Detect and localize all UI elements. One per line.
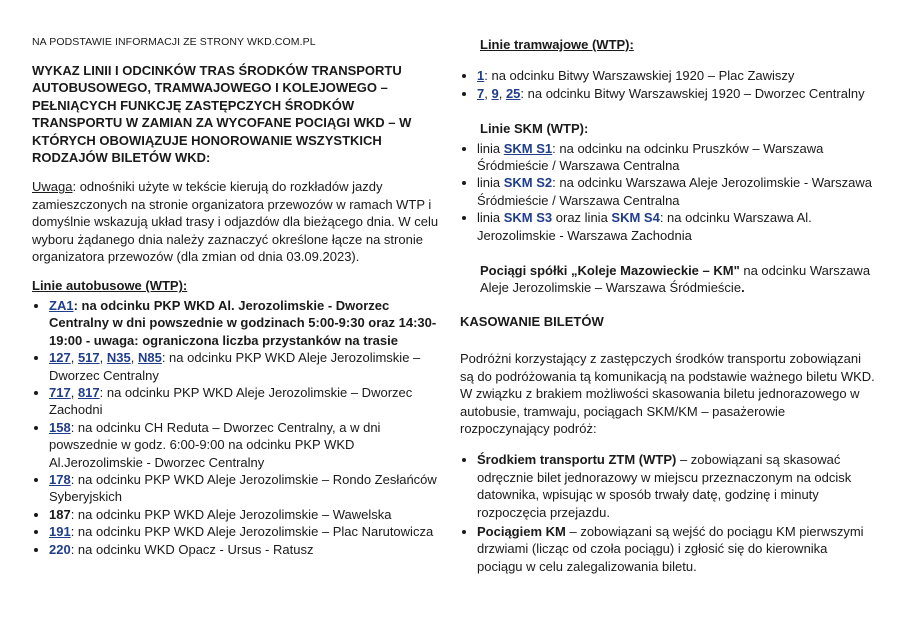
km-paragraph <box>480 262 875 297</box>
document-heading: WYKAZ LINII I ODCINKÓW TRAS ŚRODKÓW TRANSPORTU AUTOBUSOWEGO, TRAMWAJOWEGO I KOLEJOWEGO – PEŁNIĄCYCH FUNKCJĘ ZASTĘPCZYCH ŚRODKÓW TRANSPORTU W ZAMIAN ZA WYCOFANE POCIĄGI WKD – W KTÓRYCH OBOWIĄZUJE HONOROWANIE WSZYSTKICH RODZAJÓW BILETÓW WKD: <box>32 63 412 166</box>
right-column <box>460 36 875 575</box>
bus-link-n85[interactable]: N85 <box>137 350 162 366</box>
bus-item-220 <box>49 541 442 558</box>
skm-item-s2 <box>477 174 875 209</box>
validation-title: KASOWANIE BILETÓW <box>460 313 604 329</box>
tram-lines-list <box>460 67 875 102</box>
source-note: NA PODSTAWIE INFORMACJI ZE STRONY WKD.COM.PL <box>32 36 316 48</box>
separator: , <box>70 350 78 366</box>
bus-link-191[interactable]: 191 <box>49 524 71 540</box>
validation-item-text: – zobowiązani są wejść do pociągu KM pierwszymi drzwiami (licząc od czoła pociągu) i zgłosić się do kierownika pociągu w celu zalegalizowania biletu. <box>477 523 864 574</box>
bus-item-127 <box>49 349 442 384</box>
bus-item-text: : na odcinku PKP WKD Aleje Jerozolimskie – Dworzec Zachodni <box>49 384 413 418</box>
bus-item-717 <box>49 384 442 419</box>
skm-line-s2: SKM S2 <box>503 175 553 191</box>
bus-item-text: : na odcinku PKP WKD Aleje Jerozolimskie – Dworzec Centralny <box>49 350 421 383</box>
tram-item-1 <box>477 67 875 84</box>
bus-item-187 <box>49 506 442 523</box>
bus-item-191 <box>49 523 442 540</box>
validation-item-km <box>477 523 875 575</box>
bus-link-za1[interactable]: ZA1 <box>49 297 74 313</box>
separator: , <box>484 85 492 101</box>
note-paragraph <box>32 178 442 265</box>
skm-line-s4: SKM S4 <box>611 210 660 226</box>
bus-link-817[interactable]: 817 <box>77 384 100 400</box>
separator: , <box>99 350 107 366</box>
separator: , <box>130 350 138 366</box>
skm-prefix: linia <box>477 175 504 191</box>
skm-item-text: : na odcinku Warszawa Al. Jerozolimskie - Warszawa Zachodnia <box>477 210 812 243</box>
bus-link-158[interactable]: 158 <box>49 419 71 435</box>
tram-link-1[interactable]: 1 <box>477 68 485 84</box>
separator: , <box>70 384 78 400</box>
bus-item-158 <box>49 419 442 471</box>
bus-lines-list <box>32 297 442 558</box>
validation-intro: Podróżni korzystający z zastępczych środków transportu zobowiązani są do podróżowania tą komunikacją na podstawie ważnego biletu WKD. W związku z brakiem możliwości skasowania biletu jednorazowego w autobusie, tramwaju, pociągach SKM/KM – pasażerowie rozpoczynający podróż: <box>460 351 875 436</box>
bus-item-za1 <box>49 297 442 349</box>
km-text: na odcinku Warszawa Aleje Jerozolimskie – Warszawa Śródmieście <box>480 263 871 296</box>
bus-line-220: 220 <box>49 541 71 557</box>
tram-link-7[interactable]: 7 <box>477 85 485 101</box>
bus-item-text: : na odcinku PKP WKD Aleje Jerozolimskie – Rondo Zesłańców Syberyjskich <box>49 471 437 505</box>
bus-line-187: 187 <box>49 506 71 522</box>
validation-list <box>460 451 875 575</box>
left-column <box>32 36 442 558</box>
validation-item-bold: Środkiem transportu ZTM (WTP) <box>477 452 677 468</box>
note-label: Uwaga <box>32 179 73 195</box>
tram-section-title: Linie tramwajowe (WTP): <box>480 37 634 52</box>
skm-lines-list <box>460 140 875 244</box>
validation-item-text: – zobowiązani są skasować odręcznie bilet jednorazowy w miejscu przeznaczonym na odcisk datownika, wpisując w sposób trwały datę, godzinę i minuty rozpoczęcia przejazdu. <box>477 452 852 520</box>
km-end: . <box>741 280 745 296</box>
separator: , <box>498 85 506 101</box>
skm-item-s1 <box>477 140 875 175</box>
tram-item-text: : na odcinku Bitwy Warszawskiej 1920 – Plac Zawiszy <box>484 68 795 84</box>
bus-item-178 <box>49 471 442 506</box>
bus-item-text: : na odcinku WKD Opacz - Ursus - Ratusz <box>70 541 314 557</box>
bus-section-title: Linie autobusowe (WTP): <box>32 278 188 294</box>
skm-item-s3 <box>477 209 875 244</box>
km-bold: Pociągi spółki „Koleje Mazowieckie – KM" <box>480 263 740 279</box>
bus-item-text: : na odcinku PKP WKD Aleje Jerozolimskie – Plac Narutowicza <box>70 524 434 540</box>
tram-item-7 <box>477 85 875 102</box>
tram-item-text: : na odcinku Bitwy Warszawskiej 1920 – Dworzec Centralny <box>520 85 865 101</box>
tram-link-25[interactable]: 25 <box>505 85 521 101</box>
bus-item-text: : na odcinku PKP WKD Al. Jerozolimskie - Dworzec Centralny w dni powszednie w godzinach 5:00-9:30 oraz 14:30-19:00 - uwaga: ograniczona liczba przystanków na trasie <box>49 297 437 348</box>
bus-link-517[interactable]: 517 <box>77 350 100 366</box>
skm-mid: oraz linia <box>552 210 612 226</box>
bus-link-717[interactable]: 717 <box>49 384 71 400</box>
skm-item-text: : na odcinku Warszawa Aleje Jerozolimskie - Warszawa Śródmieście / Warszawa Centralna <box>477 175 872 208</box>
bus-item-text: : na odcinku PKP WKD Aleje Jerozolimskie – Wawelska <box>70 506 392 522</box>
bus-item-text: : na odcinku CH Reduta – Dworzec Centralny, a w dni powszednie w godz. 6:00-9:00 na odcinku PKP WKD Al.Jerozolimskie - Dworzec Centralny <box>49 419 381 470</box>
skm-prefix: linia <box>477 210 504 226</box>
skm-link-s1[interactable]: SKM S1 <box>503 140 553 156</box>
bus-link-n35[interactable]: N35 <box>106 350 131 366</box>
skm-prefix: linia <box>477 140 504 156</box>
bus-link-127[interactable]: 127 <box>49 350 71 366</box>
skm-item-text: : na odcinku na odcinku Pruszków – Warszawa Śródmieście / Warszawa Centralna <box>477 140 824 174</box>
bus-link-178[interactable]: 178 <box>49 471 71 487</box>
skm-line-s3: SKM S3 <box>503 210 553 226</box>
tram-link-9[interactable]: 9 <box>491 85 499 101</box>
validation-item-bold: Pociągiem KM <box>477 523 566 539</box>
validation-item-ztm <box>477 451 875 521</box>
skm-section-title: Linie SKM (WTP): <box>480 121 589 137</box>
note-text: : odnośniki użyte w tekście kierują do rozkładów jazdy zamieszczonych na stronie organizatora przewozów w ramach WTP i domyślnie wskazują układ trasy i odjazdów dla bieżącego dnia. W celu wyboru żądanego dnia należy zaznaczyć określone łącze na stronie organizatora przewozów (dla zmian od dnia 03.09.2023). <box>32 179 439 265</box>
